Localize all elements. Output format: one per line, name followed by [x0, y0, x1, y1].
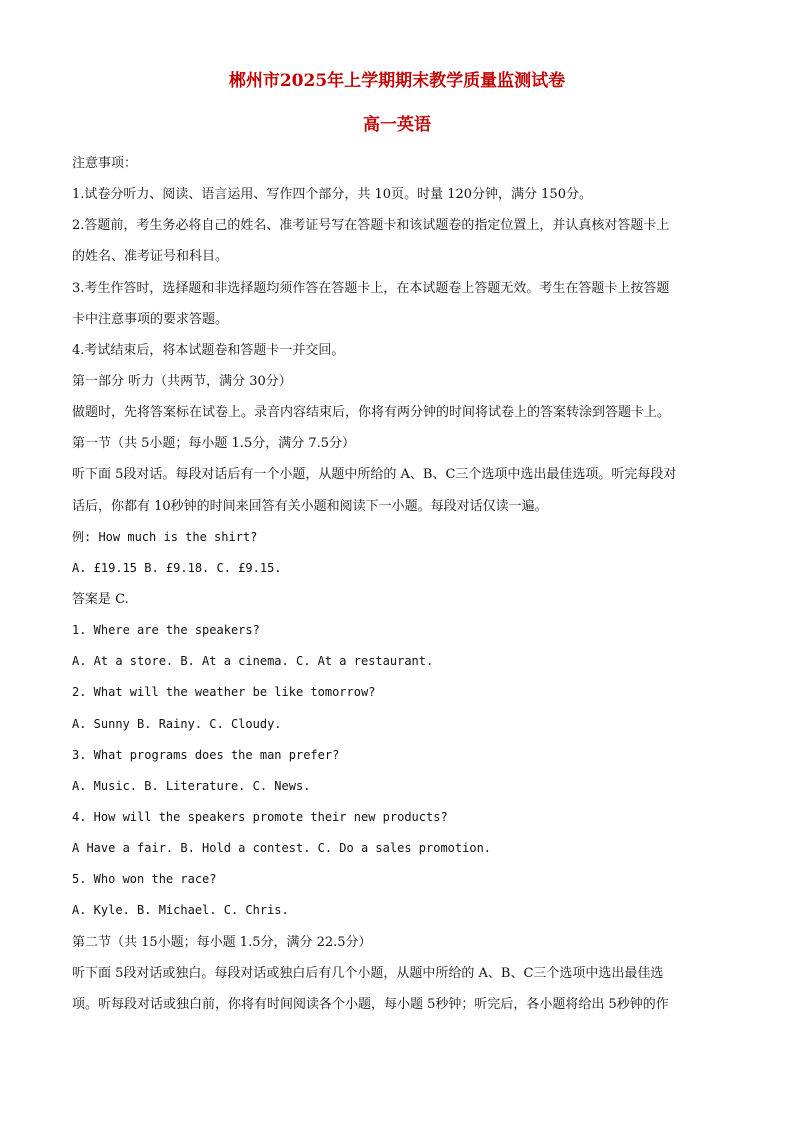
text-line: 做题时，先将答案标在试卷上。录音内容结束后，你将有两分钟的时间将试卷上的答案转涂到答题卡上。 — [72, 405, 671, 421]
text-line: 2.答题前，考生务必将自己的姓名、准考证号写在答题卡和该试题卷的指定位置上，并认真核对答题卡上 — [72, 218, 670, 234]
text-line: 的姓名、准考证号和科目。 — [72, 249, 229, 265]
text-line: 5. Who won the race? — [72, 872, 217, 887]
text-line: 答案是 C. — [72, 591, 129, 607]
text-line: 2. What will the weather be like tomorrow? — [72, 685, 376, 700]
text-line: 注意事项： — [72, 156, 138, 171]
text-line: 卡中注意事项的要求答题。 — [72, 311, 229, 327]
text-line: 项。听每段对话或独白前，你将有时间阅读各个小题，每小题 5秒钟；听完后，各小题将给出 5秒钟的作 — [72, 996, 669, 1012]
text-line: 第二节（共 15小题；每小题 1.5分，满分 22.5分） — [72, 934, 372, 950]
text-line: 第一部分 听力（共两节，满分 30分） — [72, 373, 292, 389]
text-line: A. Sunny B. Rainy. C. Cloudy. — [72, 716, 282, 731]
text-line: 3.考生作答时，选择题和非选择题均须作答在答题卡上，在本试题卷上答题无效。考生在答题卡上按答题 — [72, 280, 670, 296]
exam-title: 郴州市2025年上学期期末教学质量监测试卷 — [228, 71, 566, 91]
exam-body — [72, 148, 732, 1020]
text-line: A Have a fair. B. Hold a contest. C. Do a sales promotion. — [72, 841, 492, 856]
text-line: A. At a store. B. At a cinema. C. At a restaurant. — [72, 654, 434, 669]
text-line: 听下面 5段对话或独白。每段对话或独白后有几个小题，从题中所给的 A、B、C三个选项中选出最佳选 — [72, 965, 664, 981]
text-line: 1. Where are the speakers? — [72, 623, 260, 638]
text-line: 3. What programs does the man prefer? — [72, 747, 340, 762]
exam-subtitle: 高一英语 — [363, 115, 431, 135]
text-line: 例: How much is the shirt? — [72, 529, 258, 544]
text-line: 4.考试结束后，将本试题卷和答题卡一并交回。 — [72, 342, 345, 358]
text-line: A. £19.15 B. £9.18. C. £9.15. — [72, 560, 282, 575]
text-line: A. Kyle. B. Michael. C. Chris. — [72, 903, 289, 918]
text-line: 听下面 5段对话。每段对话后有一个小题，从题中所给的 A、B、C三个选项中选出最佳选项。听完每段对 — [72, 467, 677, 483]
text-line: A. Music. B. Literature. C. News. — [72, 778, 311, 793]
text-line: 话后，你都有 10秒钟的时间来回答有关小题和阅读下一小题。每段对话仅读一遍。 — [72, 498, 548, 514]
text-line: 第一节（共 5小题；每小题 1.5分，满分 7.5分） — [72, 436, 356, 452]
text-line: 1.试卷分听力、阅读、语言运用、写作四个部分，共 10页。时量 120分钟，满分 150分。 — [72, 187, 592, 203]
text-line: 4. How will the speakers promote their new products? — [72, 809, 448, 824]
